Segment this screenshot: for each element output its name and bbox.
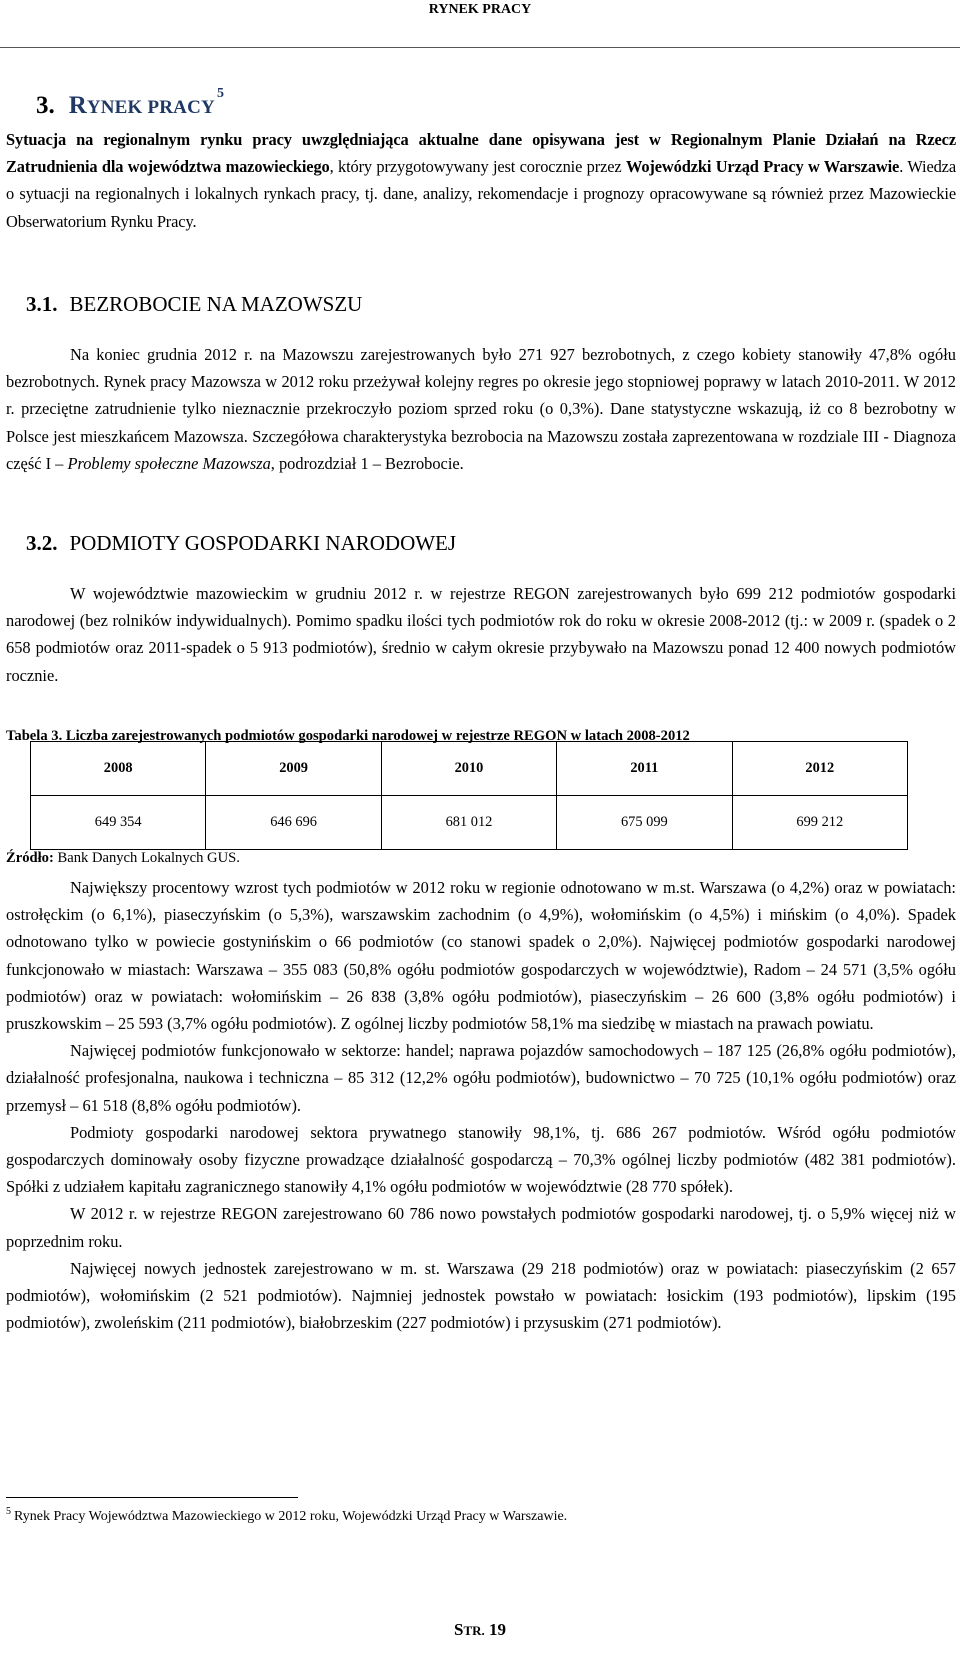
intro-text-1: , który przygotowywany jest corocznie przez — [329, 157, 626, 177]
table-cell: 646 696 — [206, 796, 381, 850]
chapter-title — [36, 76, 224, 119]
section-heading-3-2 — [26, 529, 456, 557]
section-title: PODMIOTY GOSPODARKI NARODOWEJ — [69, 531, 457, 555]
intro-bold-org: Wojewódzki Urząd Pracy w Warszawie — [625, 157, 900, 177]
chapter-title-rest: YNEK PRACY — [86, 97, 215, 118]
chapter-number: 3. — [36, 92, 55, 119]
regon-table — [30, 741, 908, 850]
table-cell: 675 099 — [557, 796, 732, 850]
table-header-cell: 2012 — [732, 742, 907, 796]
unemployment-paragraph — [6, 341, 956, 477]
section-number: 3.1. — [26, 292, 58, 316]
running-header: RYNEK PRACY — [428, 2, 532, 17]
table-header-row — [31, 742, 908, 796]
intro-paragraph — [6, 126, 956, 235]
footnote-divider — [6, 1497, 298, 1498]
intro-bold-lead: Sytuacja na regionalnym rynku pracy uwzględniająca aktualne dane opisywana jest w Regionalnym Planie Działań na Rzecz Zatrudnienia dla województwa mazowieckiego — [6, 130, 956, 177]
section-1-body — [6, 341, 956, 477]
regon-paragraph: W województwie mazowieckim w grudniu 2012 r. w rejestrze REGON zarejestrowanych było 699 212 podmiotów gospodarki narodowej (bez rolników indywidualnych). Pomimo spadku ilości tych podmiotów rok do roku w okresie 2008-2012 (tj.: w 2009 r. (spadek o 2 658 podmiotów oraz 2011-spadek o 5 913 podmiotów), średnio w całym okresie przybywało na Mazowszu ponad 12 400 nowych podmiotów rocznie. — [6, 584, 956, 685]
body-paragraph: Podmioty gospodarki narodowej sektora prywatnego stanowiły 98,1%, tj. 686 267 podmiotów. Wśród ogółu podmiotów gospodarczych dominowały osoby fizyczne prowadzące działalność gospodarczą – 70,3% ogólnej liczby podmiotów (482 381 podmiotów). Spółki z udziałem kapitału zagranicznego stanowiły 4,1% ogółu podmiotów w województwie (28 770 spółek). — [6, 1122, 956, 1197]
body-paragraph: W 2012 r. w rejestrze REGON zarejestrowano 60 786 nowo powstałych podmiotów gospodarki narodowej, tj. o 5,9% więcej niż w poprzednim roku. — [6, 1204, 956, 1251]
section-number: 3.2. — [26, 531, 58, 555]
table-header-cell: 2011 — [557, 742, 732, 796]
table-row — [31, 796, 908, 850]
table-cell: 649 354 — [31, 796, 206, 850]
body-paragraph: Najwięcej podmiotów funkcjonowało w sektorze: handel; naprawa pojazdów samochodowych – 187 125 (26,8% ogółu podmiotów), działalność profesjonalna, naukowa i techniczna – 85 312 (12,2% ogółu podmiotów), budownictwo – 70 725 (10,1% ogółu podmiotów) oraz przemysł – 61 518 (8,8% ogółu podmiotów). — [6, 1041, 956, 1115]
table-source — [6, 849, 240, 867]
table-cell: 699 212 — [732, 796, 907, 850]
footnote-text: Rynek Pracy Województwa Mazowieckiego w 2012 roku, Wojewódzki Urząd Pracy w Warszawie. — [14, 1509, 568, 1524]
referenced-title: Problemy społeczne Mazowsza — [67, 453, 271, 473]
unemployment-text-end: , podrozdział 1 – Bezrobocie. — [270, 453, 464, 473]
intro-text-2: . Wiedza o sytuacji na regionalnych i lokalnych rynkach pracy, tj. dane, analizy, rekomendacje i prognozy opracowywane są również przez Mazowieckie Obserwatorium Rynku Pracy. — [6, 157, 956, 231]
section-title: BEZROBOCIE NA MAZOWSZU — [69, 292, 363, 316]
page-prefix-initial: S — [453, 1620, 464, 1639]
chapter-title-initial: R — [68, 92, 87, 119]
table-header-cell: 2009 — [206, 742, 381, 796]
page-prefix-rest: TR. — [463, 1623, 485, 1638]
footnote-reference[interactable]: 5 — [216, 86, 224, 101]
source-label: Źródło: — [6, 850, 54, 866]
header-divider — [0, 47, 960, 48]
footnote-marker: 5 — [6, 1506, 11, 1517]
table-cell: 681 012 — [381, 796, 556, 850]
section-heading-3-1 — [26, 290, 362, 318]
source-text: Bank Danych Lokalnych GUS. — [53, 850, 240, 866]
table-caption: Tabela 3. Liczba zarejestrowanych podmiotów gospodarki narodowej w rejestrze REGON w latach 2008-2012 — [6, 728, 690, 744]
page-number-value: 19 — [489, 1620, 507, 1639]
page-number — [0, 1618, 960, 1643]
section-2-body — [6, 580, 956, 689]
table-header-cell: 2010 — [381, 742, 556, 796]
body-paragraph: Największy procentowy wzrost tych podmiotów w 2012 roku w regionie odnotowano w m.st. Warszawa (o 4,2%) oraz w powiatach: ostrołęckim (o 6,1%), piaseczyńskim (o 5,3%), warszawskim zachodnim (o 4,9%), wołomińskim (o 4,5%) i mińskim (o 4,0%). Spadek odnotowano tylko w powiecie gostynińskim o 66 podmiotów (co stanowi spadek o 2,0%). Najwięcej podmiotów gospodarki narodowej funkcjonowało w miastach: Warszawa – 355 083 (50,8% ogółu podmiotów gospodarczych w województwie), Radom – 24 571 (3,5% ogółu podmiotów) oraz w powiatach: wołomińskim – 26 838 (3,8% ogółu podmiotów), piaseczyńskim – 26 600 (3,8% ogółu podmiotów) i pruszkowskim – 25 593 (3,7% ogółu podmiotów). Z ogólnej liczby podmiotów 58,1% ma siedzibę w miastach na prawach powiatu. — [6, 878, 956, 1034]
table-header-cell: 2008 — [31, 742, 206, 796]
intro-section — [6, 126, 956, 235]
body-section — [6, 874, 956, 1336]
unemployment-text: Na koniec grudnia 2012 r. na Mazowszu zarejestrowanych było 271 927 bezrobotnych, z czego kobiety stanowiły 47,8% ogółu bezrobotnych. Rynek pracy Mazowsza w 2012 roku przeżywał kolejny regres po okresie jego stopniowej poprawy w latach 2010-2011. W 2012 r. przeciętne zatrudnienie tylko nieznacznie przekroczyło poziom sprzed roku (o 0,3%). Dane statystyczne wskazują, iż co 8 bezrobotny w Polsce jest mieszkańcem Mazowsza. Szczegółowa charakterystyka bezrobocia na Mazowszu została zaprezentowana w rozdziale III - Diagnoza część I – — [6, 345, 956, 473]
body-paragraph: Najwięcej nowych jednostek zarejestrowano w m. st. Warszawa (29 218 podmiotów) oraz w powiatach: piaseczyńskim (2 657 podmiotów), wołomińskim (2 521 podmiotów). Najmniej jednostek powstało w powiatach: łosickim (193 podmiotów), lipskim (195 podmiotów), zwoleńskim (211 podmiotów), białobrzeskim (227 podmiotów) i przysuskim (271 podmiotów). — [6, 1258, 956, 1333]
footnote — [6, 1503, 567, 1526]
